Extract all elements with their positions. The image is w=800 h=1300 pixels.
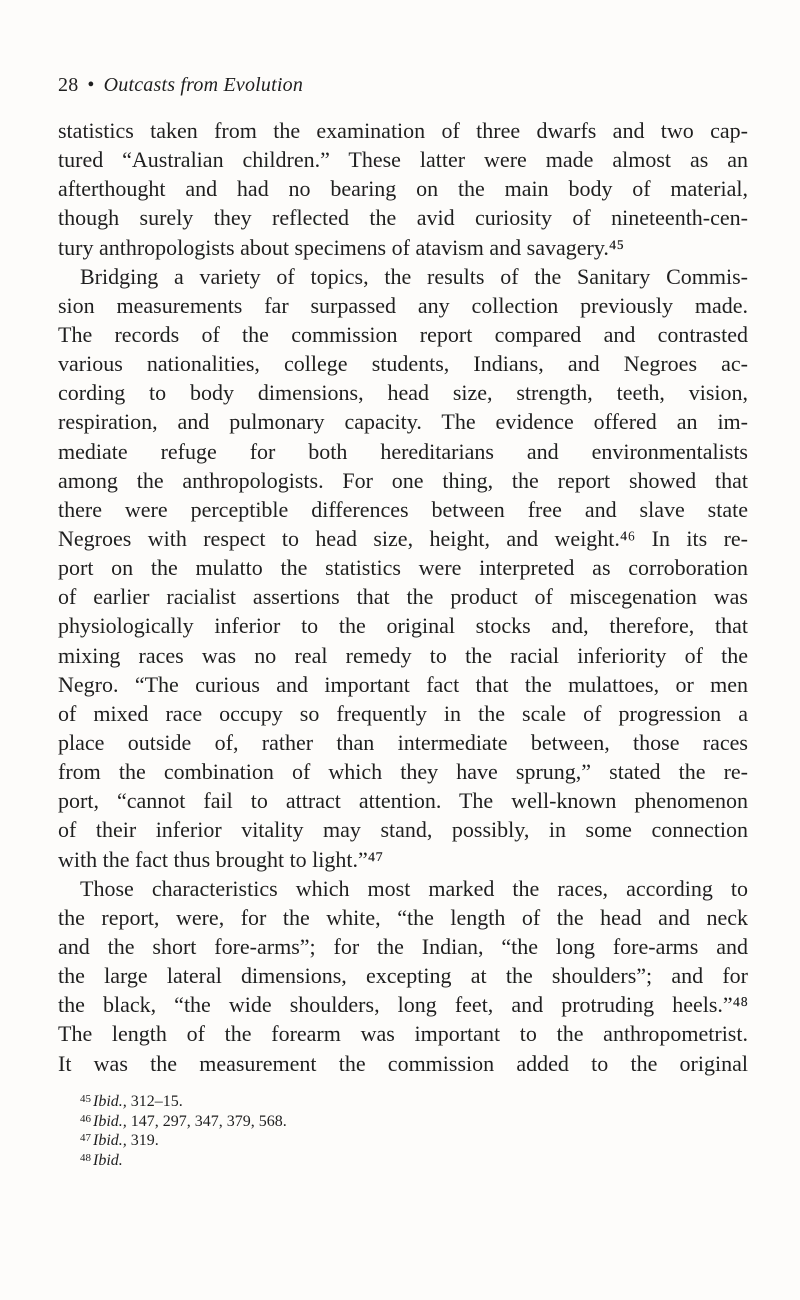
text-line: Bridging a variety of topics, the results of the Sanitary Commis- <box>80 263 748 289</box>
footnote-number: 45 <box>80 1093 91 1105</box>
text-line: Negroes with respect to head size, height, and weight.⁴⁶ In its re- <box>58 525 748 551</box>
footnote-number: 47 <box>80 1132 91 1144</box>
text-line: of their inferior vitality may stand, possibly, in some connection <box>58 817 748 843</box>
text-line: various nationalities, college students, Indians, and Negroes ac- <box>58 351 748 377</box>
footnote-number: 46 <box>80 1112 91 1125</box>
footnote-ref: Ibid. <box>93 1151 123 1169</box>
page-number: 28 <box>58 74 79 96</box>
footnote-text: 319. <box>126 1132 159 1149</box>
text-line: the large lateral dimensions, excepting at the shoulders”; and for <box>58 963 748 989</box>
footnote <box>80 1149 680 1169</box>
text-line: cording to body dimensions, head size, strength, teeth, vision, <box>58 380 748 406</box>
text-line: Those characteristics which most marked the races, according to <box>80 875 748 901</box>
footnote <box>80 1090 680 1110</box>
text-line: and the short fore-arms”; for the Indian, “the long fore-arms and <box>58 933 748 959</box>
text-line: respiration, and pulmonary capacity. The evidence offered an im- <box>58 409 748 435</box>
text-line: The records of the commission report compared and contrasted <box>58 321 748 347</box>
text-line: among the anthropologists. For one thing, the report showed that <box>58 467 748 493</box>
footnote-text: 312–15. <box>126 1093 183 1110</box>
text-line: tured “Australian children.” These latter were made almost as an <box>58 147 748 173</box>
text-line: physiologically inferior to the original stocks and, therefore, that <box>58 613 748 639</box>
running-header <box>58 74 303 97</box>
book-title: Outcasts from Evolution <box>103 74 304 96</box>
text-line: place outside of, rather than intermediate between, those races <box>58 729 748 755</box>
footnote <box>80 1129 680 1149</box>
header-separator: • <box>87 74 95 96</box>
text-line: mixing races was no real remedy to the racial inferiority of the <box>58 642 748 668</box>
footnotes <box>80 1090 680 1168</box>
text-line: It was the measurement the commission added to the original <box>58 1050 748 1076</box>
body-text <box>58 116 748 1078</box>
text-line: tury anthropologists about specimens of atavism and savagery.⁴⁵ <box>58 234 625 260</box>
footnote <box>80 1110 680 1130</box>
text-line: The length of the forearm was important to the anthropometrist. <box>58 1021 748 1047</box>
footnote-ref: Ibid., <box>93 1093 127 1110</box>
text-line: with the fact thus brought to light.”⁴⁷ <box>58 846 384 872</box>
text-line: there were perceptible differences between free and slave state <box>58 496 748 522</box>
text-line: sion measurements far surpassed any collection previously made. <box>58 292 748 318</box>
text-line: the black, “the wide shoulders, long feet, and protruding heels.”⁴⁸ <box>58 992 748 1018</box>
footnote-number: 48 <box>80 1151 91 1164</box>
text-line: statistics taken from the examination of three dwarfs and two cap- <box>58 118 748 143</box>
text-line: from the combination of which they have sprung,” stated the re- <box>58 759 748 785</box>
footnote-ref: Ibid., <box>93 1132 127 1149</box>
text-line: port, “cannot fail to attract attention. The well-known phenomenon <box>58 788 748 814</box>
text-line: of earlier racialist assertions that the product of miscegenation was <box>58 584 748 610</box>
text-line: of mixed race occupy so frequently in the scale of progression a <box>58 700 748 726</box>
text-line: mediate refuge for both hereditarians and environmentalists <box>58 438 748 464</box>
text-line: though surely they reflected the avid curiosity of nineteenth-cen- <box>58 205 748 231</box>
text-line: Negro. “The curious and important fact that the mulattoes, or men <box>58 671 748 697</box>
text-line: afterthought and had no bearing on the main body of material, <box>58 176 748 202</box>
text-line: port on the mulatto the statistics were interpreted as corroboration <box>58 555 748 581</box>
text-line: the report, were, for the white, “the length of the head and neck <box>58 904 748 930</box>
footnote-ref: Ibid., <box>93 1112 127 1130</box>
footnote-text: 147, 297, 347, 379, 568. <box>126 1112 287 1130</box>
